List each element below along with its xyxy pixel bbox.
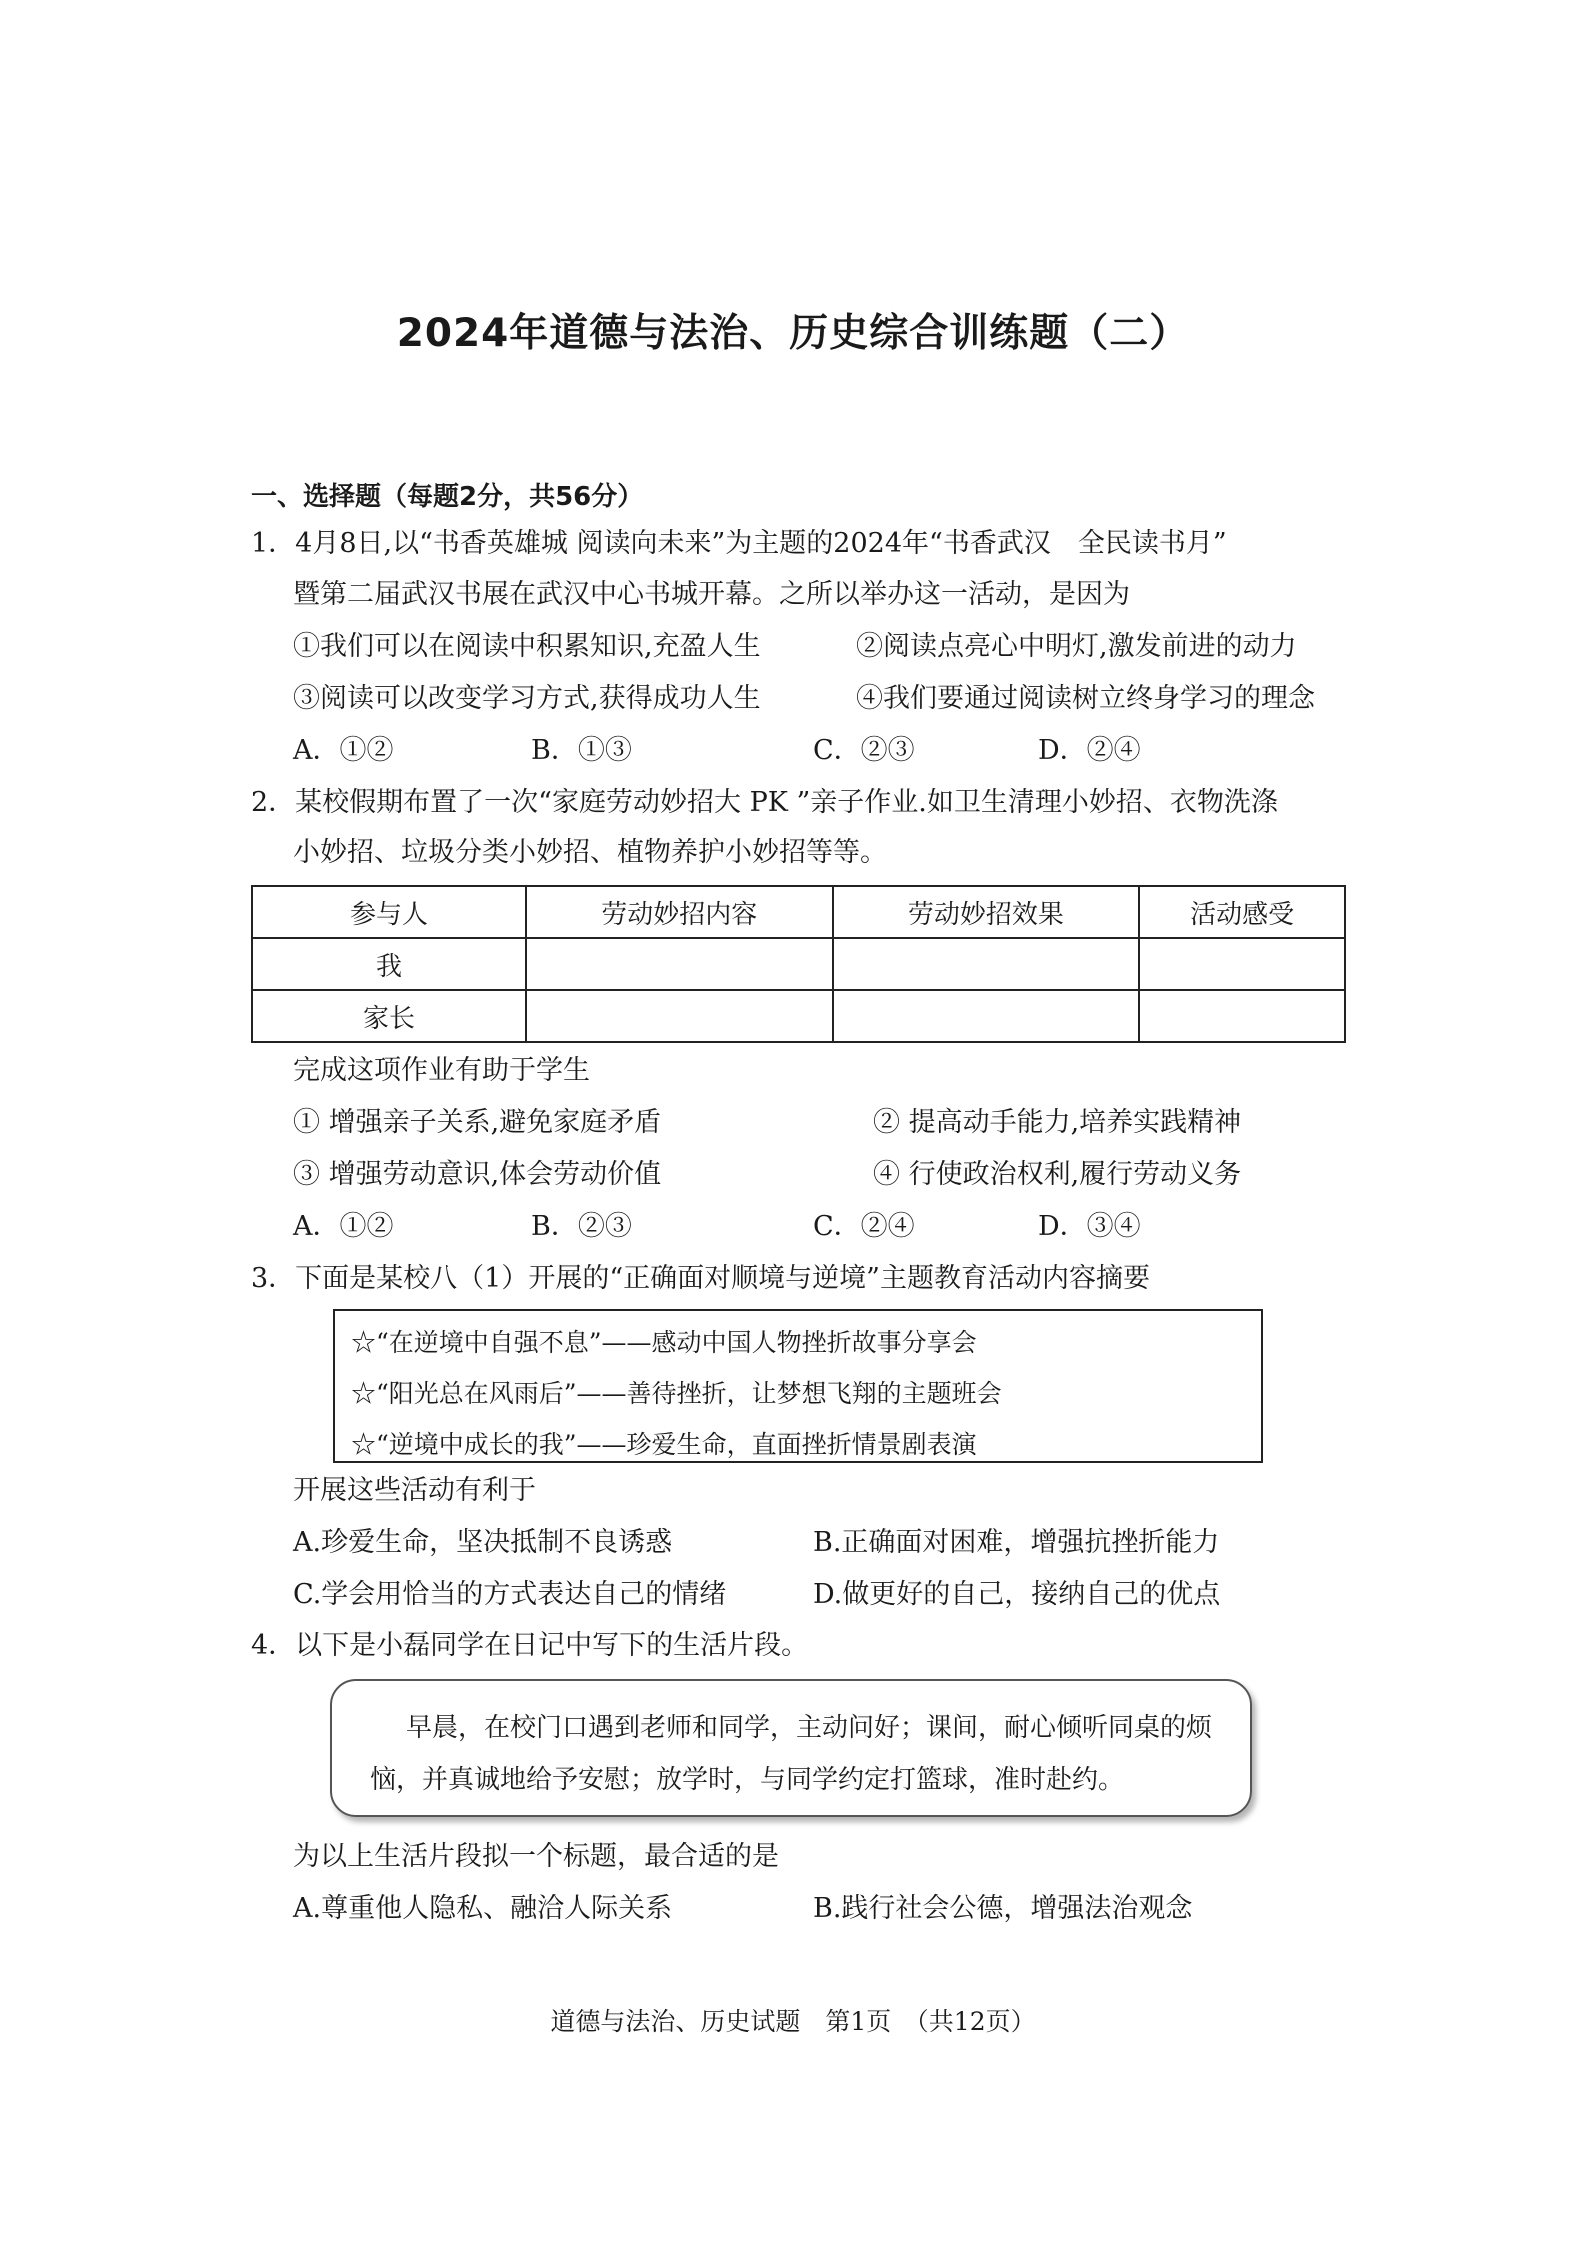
table-row [252,990,1345,1042]
q2-statement-2: ② 提高动手能力,培养实践精神 [873,1107,1242,1138]
table-cell [833,938,1140,990]
table-cell [526,938,833,990]
q2-statement-1: ① 增强亲子关系,避免家庭矛盾 [293,1107,662,1138]
q2-stem-line2: 小妙招、垃圾分类小妙招、植物养护小妙招等等。 [293,837,887,868]
q4-stem: 4．以下是小磊同学在日记中写下的生活片段。 [251,1630,809,1661]
diary-line-1: 早晨，在校门口遇到老师和同学，主动问好；课间，耐心倾听同桌的烦 [406,1713,1213,1743]
table-header-cell: 参与人 [252,886,526,938]
q2-option-c: C．②④ [813,1211,915,1242]
q2-statement-4: ④ 行使政治权利,履行劳动义务 [873,1159,1242,1190]
q3-option-a: A.珍爱生命，坚决抵制不良诱惑 [293,1527,673,1558]
table-row [252,938,1345,990]
q1-statement-2: ②阅读点亮心中明灯,激发前进的动力 [856,631,1297,662]
table-cell [1139,990,1345,1042]
q1-statement-3: ③阅读可以改变学习方式,获得成功人生 [293,683,761,714]
table-cell [526,990,833,1042]
table-header-row [252,886,1345,938]
q1-statement-1: ①我们可以在阅读中积累知识,充盈人生 [293,631,761,662]
q1-stem-line1: 1．4月8日,以“书香英雄城 阅读向未来”为主题的2024年“书香武汉 全民读书月” [251,528,1227,559]
table-header-cell: 活动感受 [1139,886,1345,938]
q3-lead: 开展这些活动有利于 [293,1475,536,1506]
activity-item: ☆“逆境中成长的我”——珍爱生命，直面挫折情景剧表演 [351,1430,977,1459]
q4-lead: 为以上生活片段拟一个标题，最合适的是 [293,1841,779,1872]
activity-item: ☆“在逆境中自强不息”——感动中国人物挫折故事分享会 [351,1328,977,1357]
q3-stem: 3．下面是某校八（1）开展的“正确面对顺境与逆境”主题教育活动内容摘要 [251,1263,1150,1294]
q2-option-d: D．③④ [1038,1211,1141,1242]
q2-option-a: A．①② [293,1211,394,1242]
labor-tips-table [251,885,1346,1043]
q2-stem-line1: 2．某校假期布置了一次“家庭劳动妙招大 PK ”亲子作业.如卫生清理小妙招、衣物洗涤 [251,787,1278,818]
q3-option-d: D.做更好的自己，接纳自己的优点 [813,1579,1221,1610]
page-footer: 道德与法治、历史试题 第1页 （共12页） [550,2007,1036,2036]
q3-option-b: B.正确面对困难，增强抗挫折能力 [813,1527,1220,1558]
table-cell: 家长 [252,990,526,1042]
table-cell [1139,938,1345,990]
q1-stem-line2: 暨第二届武汉书展在武汉中心书城开幕。之所以举办这一活动，是因为 [293,579,1130,610]
diary-excerpt-box [330,1679,1252,1817]
q2-lead: 完成这项作业有助于学生 [293,1055,590,1086]
q3-option-c: C.学会用恰当的方式表达自己的情绪 [293,1579,727,1610]
q2-statement-3: ③ 增强劳动意识,体会劳动价值 [293,1159,662,1190]
table-header-cell: 劳动妙招效果 [833,886,1140,938]
q1-option-d: D．②④ [1038,735,1141,766]
q1-option-a: A．①② [293,735,394,766]
page-title: 2024年道德与法治、历史综合训练题（二） [396,311,1190,356]
q1-option-c: C．②③ [813,735,915,766]
q4-option-a: A.尊重他人隐私、融洽人际关系 [293,1893,673,1924]
activity-summary-box [333,1309,1263,1463]
table-cell: 我 [252,938,526,990]
table-header-cell: 劳动妙招内容 [526,886,833,938]
table-cell [833,990,1140,1042]
q1-option-b: B．①③ [531,735,632,766]
section-heading: 一、选择题（每题2分，共56分） [251,482,644,512]
diary-line-2: 恼，并真诚地给予安慰；放学时，与同学约定打篮球，准时赴约。 [370,1765,1125,1795]
activity-item: ☆“阳光总在风雨后”——善待挫折，让梦想飞翔的主题班会 [351,1379,1002,1408]
q4-option-b: B.践行社会公德，增强法治观念 [813,1893,1193,1924]
q2-option-b: B．②③ [531,1211,632,1242]
q1-statement-4: ④我们要通过阅读树立终身学习的理念 [856,683,1315,714]
